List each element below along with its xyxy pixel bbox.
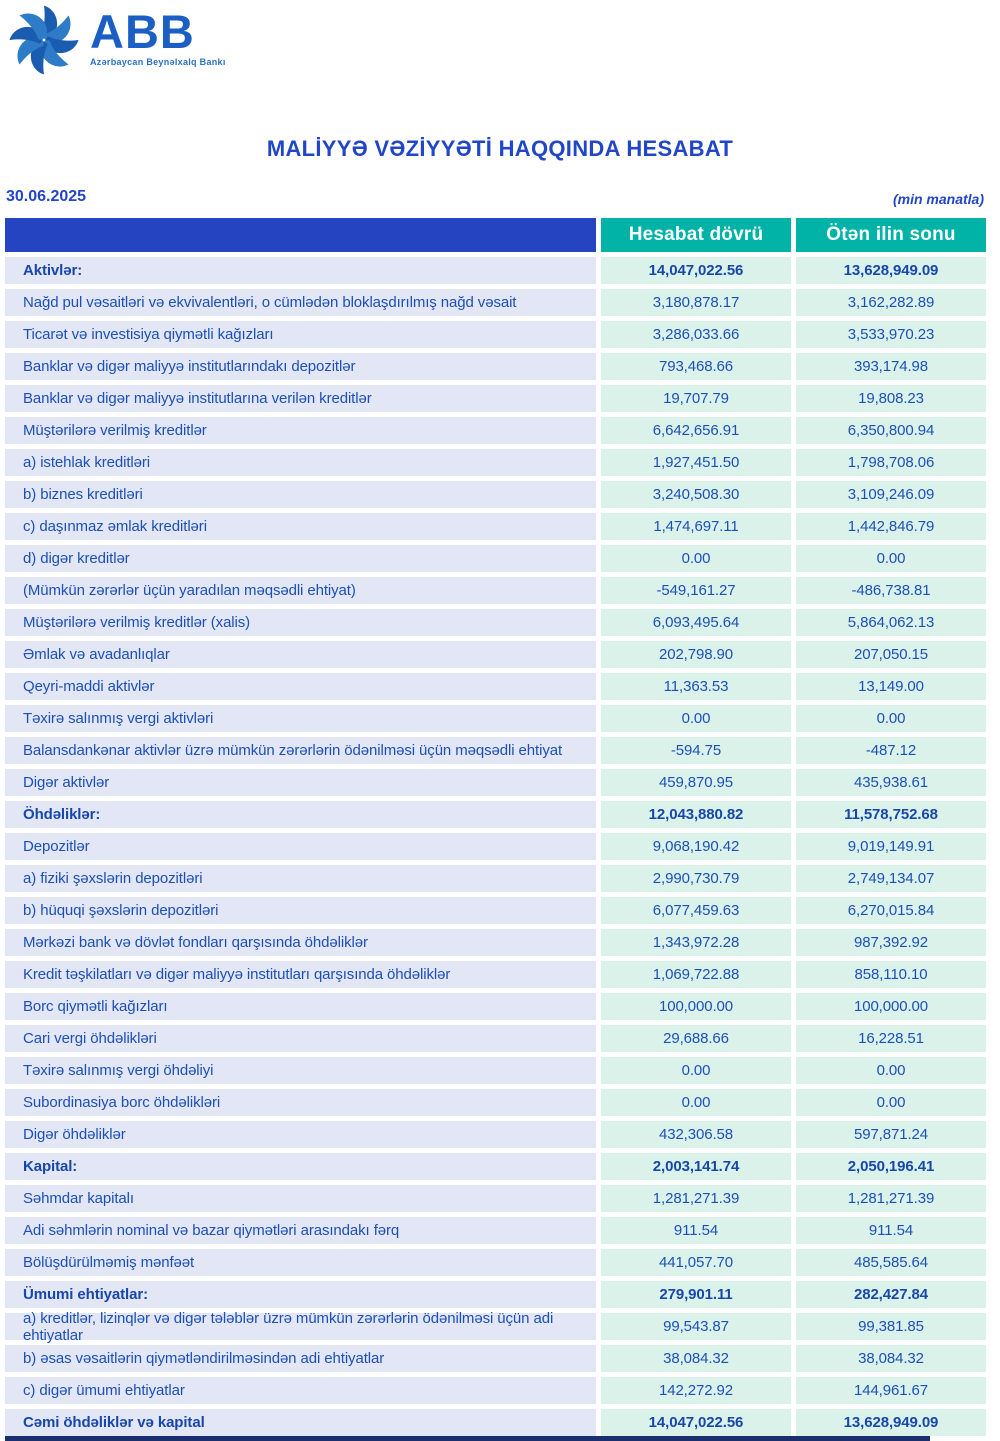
value-previous-year-end: 435,938.61 [796,769,986,796]
row-label: Müştərilərə verilmiş kreditlər (xalis) [5,609,596,636]
value-previous-year-end: 2,749,134.07 [796,865,986,892]
row-label: Borc qiymətli kağızları [5,993,596,1020]
value-previous-year-end: 1,798,708.06 [796,449,986,476]
value-current-period: 29,688.66 [601,1025,791,1052]
value-previous-year-end: 0.00 [796,1057,986,1084]
row-label: Qeyri-maddi aktivlər [5,673,596,700]
header-label-spacer [5,218,596,252]
value-current-period: 0.00 [601,705,791,732]
table-row [5,1089,986,1116]
value-current-period: 441,057.70 [601,1249,791,1276]
row-label: Depozitlər [5,833,596,860]
table-row [5,1185,986,1212]
value-current-period: 3,286,033.66 [601,321,791,348]
table-row [5,897,986,924]
row-label: a) istehlak kreditləri [5,449,596,476]
row-label: Kapital: [5,1153,596,1180]
value-current-period: 0.00 [601,1057,791,1084]
value-current-period: 202,798.90 [601,641,791,668]
value-previous-year-end: 1,281,271.39 [796,1185,986,1212]
value-current-period: 459,870.95 [601,769,791,796]
table-row [5,545,986,572]
value-current-period: 1,927,451.50 [601,449,791,476]
table-row [5,289,986,316]
table-row [5,609,986,636]
table-row [5,1217,986,1244]
table-row [5,865,986,892]
value-previous-year-end: 282,427.84 [796,1281,986,1308]
unit-note: (min manatla) [892,191,984,207]
row-label: a) kreditlər, lizinqlər və digər tələblər üzrə mümkün zərərlərin ödənilməsi üçün adi ehtiyatlar [5,1313,596,1340]
financial-position-table [5,218,986,1441]
row-label: (Mümkün zərərlər üçün yaradılan məqsədli ehtiyat) [5,577,596,604]
value-current-period: 3,240,508.30 [601,481,791,508]
value-previous-year-end: 393,174.98 [796,353,986,380]
value-previous-year-end: 19,808.23 [796,385,986,412]
value-current-period: 911.54 [601,1217,791,1244]
row-label: Təxirə salınmış vergi aktivləri [5,705,596,732]
value-current-period: 14,047,022.56 [601,257,791,284]
row-label: Banklar və digər maliyyə institutlarına verilən kreditlər [5,385,596,412]
row-label: Öhdəliklər: [5,801,596,828]
row-label: Əmlak və avadanlıqlar [5,641,596,668]
row-label: Təxirə salınmış vergi öhdəliyi [5,1057,596,1084]
row-label: b) biznes kreditləri [5,481,596,508]
value-previous-year-end: 597,871.24 [796,1121,986,1148]
value-current-period: -549,161.27 [601,577,791,604]
value-previous-year-end: 0.00 [796,545,986,572]
value-previous-year-end: 3,162,282.89 [796,289,986,316]
value-previous-year-end: 1,442,846.79 [796,513,986,540]
table-row [5,961,986,988]
table-row [5,1309,986,1344]
table-row [5,769,986,796]
row-label: Cəmi öhdəliklər və kapital [5,1409,596,1436]
value-previous-year-end: 987,392.92 [796,929,986,956]
value-current-period: 6,093,495.64 [601,609,791,636]
value-current-period: -594.75 [601,737,791,764]
table-row [5,1153,986,1180]
row-label: Kredit təşkilatları və digər maliyyə institutları qarşısında öhdəliklər [5,961,596,988]
value-current-period: 0.00 [601,545,791,572]
brand-tagline: Azərbaycan Beynəlxalq Bankı [90,56,226,67]
value-current-period: 99,543.87 [601,1313,791,1340]
row-label: Digər öhdəliklər [5,1121,596,1148]
value-current-period: 1,069,722.88 [601,961,791,988]
table-row [5,833,986,860]
row-label: d) digər kreditlər [5,545,596,572]
table-row [5,481,986,508]
logo-text [90,4,226,67]
value-previous-year-end: 0.00 [796,1089,986,1116]
value-current-period: 100,000.00 [601,993,791,1020]
value-previous-year-end: 858,110.10 [796,961,986,988]
value-previous-year-end: -487.12 [796,737,986,764]
abb-logo [8,4,226,76]
row-label: Bölüşdürülməmiş mənfəət [5,1249,596,1276]
value-current-period: 6,077,459.63 [601,897,791,924]
table-row [5,929,986,956]
table-row [5,641,986,668]
value-previous-year-end: 11,578,752.68 [796,801,986,828]
table-row [5,321,986,348]
value-current-period: 3,180,878.17 [601,289,791,316]
value-previous-year-end: 2,050,196.41 [796,1153,986,1180]
value-previous-year-end: 5,864,062.13 [796,609,986,636]
table-row [5,705,986,732]
row-label: Aktivlər: [5,257,596,284]
value-current-period: 1,281,271.39 [601,1185,791,1212]
value-current-period: 2,003,141.74 [601,1153,791,1180]
table-row [5,737,986,764]
value-previous-year-end: 13,628,949.09 [796,1409,986,1436]
value-current-period: 279,901.11 [601,1281,791,1308]
row-label: Banklar və digər maliyyə institutlarındakı depozitlər [5,353,596,380]
value-previous-year-end: 6,350,800.94 [796,417,986,444]
value-current-period: 1,343,972.28 [601,929,791,956]
table-row [5,801,986,828]
row-label: Adi səhmlərin nominal və bazar qiymətləri arasındakı fərq [5,1217,596,1244]
value-current-period: 1,474,697.11 [601,513,791,540]
value-current-period: 19,707.79 [601,385,791,412]
table-row [5,1057,986,1084]
row-label: Səhmdar kapitalı [5,1185,596,1212]
value-current-period: 14,047,022.56 [601,1409,791,1436]
table-row [5,513,986,540]
table-row [5,1409,986,1436]
value-previous-year-end: 911.54 [796,1217,986,1244]
value-previous-year-end: 485,585.64 [796,1249,986,1276]
row-label: a) fiziki şəxslərin depozitləri [5,865,596,892]
value-previous-year-end: 144,961.67 [796,1377,986,1404]
value-previous-year-end: 13,149.00 [796,673,986,700]
report-date: 30.06.2025 [6,188,87,205]
abb-pinwheel-icon [8,4,80,76]
value-previous-year-end: 100,000.00 [796,993,986,1020]
column-header-current-period: Hesabat dövrü [601,218,791,252]
row-label: Nağd pul vəsaitləri və ekvivalentləri, o cümlədən bloklaşdırılmış nağd vəsait [5,289,596,316]
table-row [5,385,986,412]
row-label: Balansdankənar aktivlər üzrə mümkün zərərlərin ödənilməsi üçün məqsədli ehtiyat [5,737,596,764]
table-row [5,417,986,444]
table-row [5,1281,986,1308]
table-header-row [5,218,986,252]
value-previous-year-end: 6,270,015.84 [796,897,986,924]
row-label: Ümumi ehtiyatlar: [5,1281,596,1308]
value-previous-year-end: 3,109,246.09 [796,481,986,508]
next-section-header-cutoff [5,1436,930,1441]
table-row [5,1121,986,1148]
row-label: c) digər ümumi ehtiyatlar [5,1377,596,1404]
row-label: b) hüquqi şəxslərin depozitləri [5,897,596,924]
value-previous-year-end: 207,050.15 [796,641,986,668]
value-current-period: 142,272.92 [601,1377,791,1404]
brand-name: ABB [90,5,195,58]
value-current-period: 2,990,730.79 [601,865,791,892]
table-row [5,993,986,1020]
value-previous-year-end: 38,084.32 [796,1345,986,1372]
table-row [5,1249,986,1276]
value-current-period: 0.00 [601,1089,791,1116]
table-row [5,673,986,700]
table-row [5,1025,986,1052]
table-body [5,257,986,1436]
value-previous-year-end: 13,628,949.09 [796,257,986,284]
row-label: Digər aktivlər [5,769,596,796]
value-current-period: 432,306.58 [601,1121,791,1148]
value-current-period: 793,468.66 [601,353,791,380]
table-row [5,1345,986,1372]
row-label: b) əsas vəsaitlərin qiymətləndirilməsindən adi ehtiyatlar [5,1345,596,1372]
column-header-previous-year-end: Ötən ilin sonu [796,218,986,252]
row-label: c) daşınmaz əmlak kreditləri [5,513,596,540]
value-previous-year-end: -486,738.81 [796,577,986,604]
value-previous-year-end: 0.00 [796,705,986,732]
value-current-period: 12,043,880.82 [601,801,791,828]
value-current-period: 9,068,190.42 [601,833,791,860]
value-previous-year-end: 16,228.51 [796,1025,986,1052]
value-current-period: 6,642,656.91 [601,417,791,444]
row-label: Mərkəzi bank və dövlət fondları qarşısında öhdəliklər [5,929,596,956]
value-previous-year-end: 99,381.85 [796,1313,986,1340]
row-label: Cari vergi öhdəlikləri [5,1025,596,1052]
table-row [5,577,986,604]
value-previous-year-end: 3,533,970.23 [796,321,986,348]
table-row [5,1377,986,1404]
row-label: Ticarət və investisiya qiymətli kağızları [5,321,596,348]
table-row [5,353,986,380]
table-row [5,257,986,284]
value-current-period: 38,084.32 [601,1345,791,1372]
page-title: MALİYYƏ VƏZİYYƏTİ HAQQINDA HESABAT [266,136,734,161]
value-current-period: 11,363.53 [601,673,791,700]
table-row [5,449,986,476]
value-previous-year-end: 9,019,149.91 [796,833,986,860]
row-label: Subordinasiya borc öhdəlikləri [5,1089,596,1116]
row-label: Müştərilərə verilmiş kreditlər [5,417,596,444]
